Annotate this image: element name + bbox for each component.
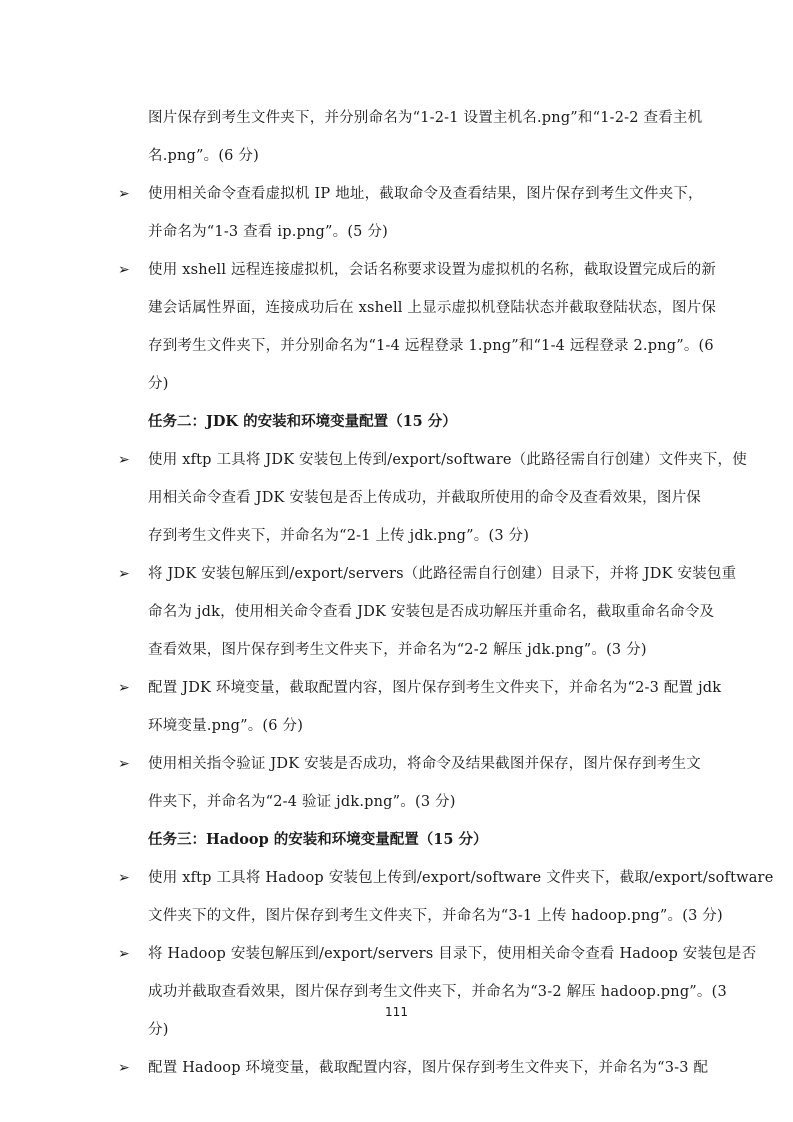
list-item-line: 件夹下，并命名为“2-4 验证 jdk.png”。(3 分)	[148, 794, 456, 810]
list-item-line: 环境变量.png”。(6 分)	[148, 718, 304, 734]
bullet-arrow-icon: ➢	[118, 566, 130, 582]
bullet-arrow-icon: ➢	[118, 1060, 130, 1076]
list-item-line: 使用 xftp 工具将 JDK 安装包上传到/export/software（此路径需自行创建）文件夹下，使	[148, 452, 747, 468]
list-item-line: 配置 JDK 环境变量，截取配置内容，图片保存到考生文件夹下，并命名为“2-3 配置 jdk	[148, 680, 722, 696]
list-item-line: 命名为 jdk，使用相关命令查看 JDK 安装包是否成功解压并重命名，截取重命名命令及	[148, 604, 715, 620]
section-heading: 任务二：JDK 的安装和环境变量配置（15 分）	[148, 413, 457, 430]
list-item-line: 建会话属性界面，连接成功后在 xshell 上显示虚拟机登陆状态并截取登陆状态，图片保	[148, 300, 717, 316]
list-item-line: 使用 xftp 工具将 Hadoop 安装包上传到/export/software 文件夹下，截取/export/software	[148, 870, 774, 886]
list-item-line: 分)	[148, 1022, 169, 1038]
list-item-line: 文件夹下的文件，图片保存到考生文件夹下，并命名为“3-1 上传 hadoop.png”。(3 分)	[148, 908, 723, 924]
section-heading: 任务三：Hadoop 的安装和环境变量配置（15 分）	[148, 831, 488, 848]
list-item-line: 存到考生文件夹下，并分别命名为“1-4 远程登录 1.png”和“1-4 远程登录 2.png”。(6	[148, 338, 714, 354]
list-item-line: 查看效果，图片保存到考生文件夹下，并命名为“2-2 解压 jdk.png”。(3 分)	[148, 642, 647, 658]
bullet-arrow-icon: ➢	[118, 756, 130, 772]
list-item-line: 将 Hadoop 安装包解压到/export/servers 目录下，使用相关命令查看 Hadoop 安装包是否	[148, 946, 757, 962]
list-item-line: 将 JDK 安装包解压到/export/servers（此路径需自行创建）目录下，并将 JDK 安装包重	[148, 566, 737, 582]
paragraph-line: 图片保存到考生文件夹下，并分别命名为“1-2-1 设置主机名.png”和“1-2-2 查看主机	[148, 110, 703, 126]
list-item-line: 成功并截取查看效果，图片保存到考生文件夹下，并命名为“3-2 解压 hadoop.png”。(3	[148, 984, 727, 1000]
page-number: 111	[385, 1005, 408, 1019]
list-item-line: 使用 xshell 远程连接虚拟机，会话名称要求设置为虚拟机的名称，截取设置完成后的新	[148, 262, 717, 278]
bullet-arrow-icon: ➢	[118, 946, 130, 962]
list-item-line: 使用相关指令验证 JDK 安装是否成功，将命令及结果截图并保存，图片保存到考生文	[148, 756, 701, 772]
bullet-arrow-icon: ➢	[118, 680, 130, 696]
list-item-line: 分)	[148, 376, 169, 392]
list-item-line: 使用相关命令查看虚拟机 IP 地址，截取命令及查看结果，图片保存到考生文件夹下，	[148, 186, 703, 202]
list-item-line: 存到考生文件夹下，并命名为“2-1 上传 jdk.png”。(3 分)	[148, 528, 530, 544]
bullet-arrow-icon: ➢	[118, 186, 130, 202]
bullet-arrow-icon: ➢	[118, 452, 130, 468]
bullet-arrow-icon: ➢	[118, 870, 130, 886]
list-item-line: 并命名为“1-3 查看 ip.png”。(5 分)	[148, 224, 388, 240]
list-item-line: 用相关命令查看 JDK 安装包是否上传成功，并截取所使用的命令及查看效果，图片保	[148, 490, 701, 506]
list-item-line: 配置 Hadoop 环境变量，截取配置内容，图片保存到考生文件夹下，并命名为“3-3 配	[148, 1060, 709, 1076]
paragraph-line: 名.png”。(6 分)	[148, 148, 259, 164]
bullet-arrow-icon: ➢	[118, 262, 130, 278]
